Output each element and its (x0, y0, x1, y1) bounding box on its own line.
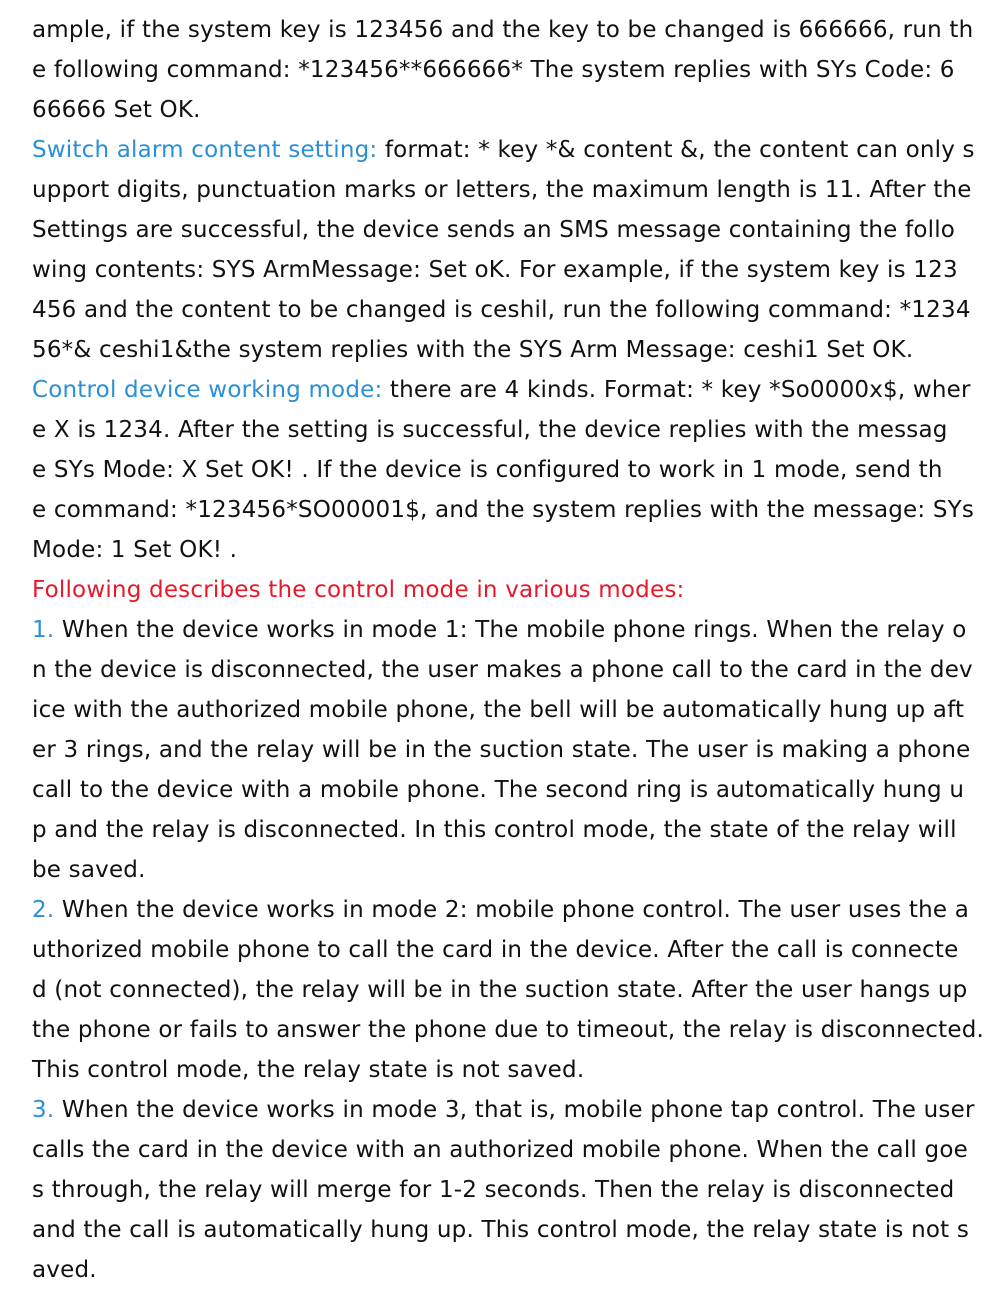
line-text: calls the card in the device with an authorized mobile phone. When the call goe (32, 1137, 968, 1163)
text-line (32, 450, 992, 490)
text-line (32, 970, 992, 1010)
line-text: When the device works in mode 3, that is, mobile phone tap control. The user (54, 1097, 975, 1123)
heading-text: Following describes the control mode in various modes: (32, 577, 685, 603)
line-text: Mode: 1 Set OK! . (32, 537, 238, 563)
line-text: uthorized mobile phone to call the card in the device. After the call is connecte (32, 937, 959, 963)
text-line (32, 1130, 992, 1170)
text-line (32, 930, 992, 970)
line-text: n the device is disconnected, the user makes a phone call to the card in the dev (32, 657, 973, 683)
text-line (32, 690, 992, 730)
line-text: the phone or fails to answer the phone due to timeout, the relay is disconnected. (32, 1017, 985, 1043)
text-line (32, 850, 992, 890)
text-line (32, 50, 992, 90)
line-text: wing contents: SYS ArmMessage: Set oK. For example, if the system key is 123 (32, 257, 958, 283)
text-line (32, 770, 992, 810)
section-control-working-mode (32, 370, 992, 410)
section-heading-control-modes (32, 570, 992, 610)
text-line (32, 1250, 992, 1290)
line-text: aved. (32, 1257, 97, 1283)
text-line (32, 530, 992, 570)
text-line (32, 290, 992, 330)
line-text: er 3 rings, and the relay will be in the suction state. The user is making a phone (32, 737, 971, 763)
text-line (32, 410, 992, 450)
line-text: ice with the authorized mobile phone, the bell will be automatically hung up aft (32, 697, 965, 723)
list-item-mode-3 (32, 1090, 992, 1130)
line-text: Settings are successful, the device sends an SMS message containing the follo (32, 217, 956, 243)
text-line (32, 250, 992, 290)
line-text: When the device works in mode 2: mobile phone control. The user uses the a (54, 897, 970, 923)
line-text: p and the relay is disconnected. In this control mode, the state of the relay will (32, 817, 957, 843)
line-text: call to the device with a mobile phone. The second ring is automatically hung u (32, 777, 965, 803)
text-line (32, 810, 992, 850)
line-text: and the call is automatically hung up. This control mode, the relay state is not s (32, 1217, 970, 1243)
section-label: Control device working mode: (32, 377, 383, 403)
line-text: format: * key *& content &, the content can only s (377, 137, 975, 163)
text-line (32, 10, 992, 50)
text-line (32, 650, 992, 690)
line-text: 66666 Set OK. (32, 97, 201, 123)
list-item-mode-1 (32, 610, 992, 650)
line-text: e following command: *123456**666666* The system replies with SYs Code: 6 (32, 57, 955, 83)
line-text: e SYs Mode: X Set OK! . If the device is configured to work in 1 mode, send th (32, 457, 943, 483)
section-switch-alarm-content (32, 130, 992, 170)
line-text: s through, the relay will merge for 1-2 seconds. Then the relay is disconnected (32, 1177, 955, 1203)
text-line (32, 730, 992, 770)
line-text: e X is 1234. After the setting is successful, the device replies with the messag (32, 417, 948, 443)
text-line (32, 210, 992, 250)
text-line (32, 1010, 992, 1050)
list-item-mode-2 (32, 890, 992, 930)
line-text: 56*& ceshi1&the system replies with the SYS Arm Message: ceshi1 Set OK. (32, 337, 914, 363)
text-line (32, 1170, 992, 1210)
line-text: e command: *123456*SO00001$, and the system replies with the message: SYs (32, 497, 975, 523)
document-body (32, 10, 992, 1290)
line-text: upport digits, punctuation marks or letters, the maximum length is 11. After the (32, 177, 972, 203)
line-text: ample, if the system key is 123456 and the key to be changed is 666666, run th (32, 17, 974, 43)
list-number: 2. (32, 897, 55, 923)
line-text: This control mode, the relay state is not saved. (32, 1057, 585, 1083)
list-number: 1. (32, 617, 55, 643)
text-line (32, 330, 992, 370)
line-text: be saved. (32, 857, 146, 883)
list-number: 3. (32, 1097, 55, 1123)
section-label: Switch alarm content setting: (32, 137, 378, 163)
text-line (32, 490, 992, 530)
line-text: 456 and the content to be changed is ceshil, run the following command: *1234 (32, 297, 971, 323)
line-text: When the device works in mode 1: The mobile phone rings. When the relay o (54, 617, 967, 643)
line-text: there are 4 kinds. Format: * key *So0000x$, wher (382, 377, 971, 403)
line-text: d (not connected), the relay will be in the suction state. After the user hangs up (32, 977, 968, 1003)
text-line (32, 170, 992, 210)
text-line (32, 90, 992, 130)
text-line (32, 1050, 992, 1090)
text-line (32, 1210, 992, 1250)
